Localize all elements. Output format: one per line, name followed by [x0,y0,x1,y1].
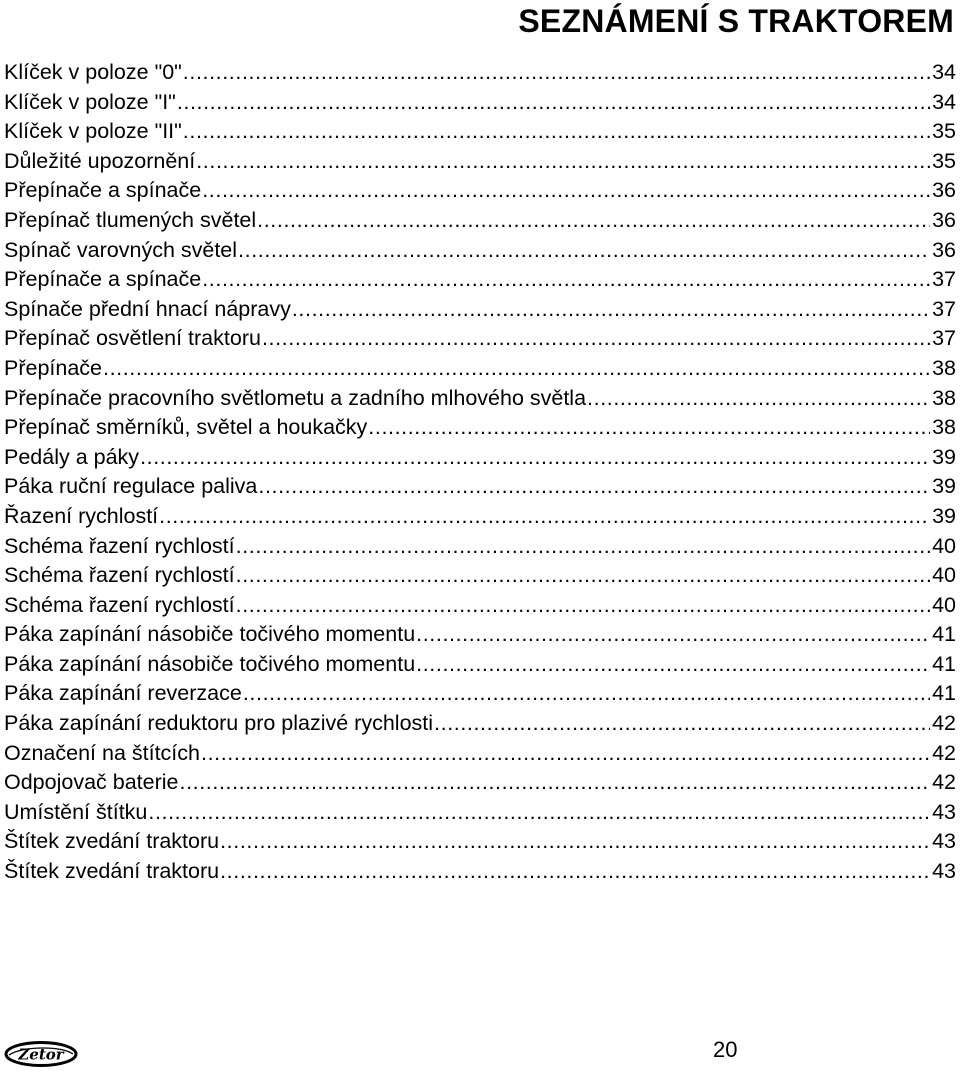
toc-item[interactable] [4,561,956,591]
toc-item-page: 37 [932,326,956,351]
toc-leader [238,236,930,266]
toc-item-title: Klíček v poloze "0" [4,60,182,84]
toc-item[interactable] [4,857,956,887]
toc-item-title: Přepínač směrníků, světel a houkačky [4,415,368,440]
toc-item[interactable] [4,679,956,709]
toc-leader [416,620,930,650]
toc-item-page: 38 [932,385,956,410]
toc-item[interactable] [4,88,956,118]
toc-item[interactable] [4,739,956,769]
toc-item[interactable] [4,472,956,502]
toc-item-page: 40 [932,592,956,617]
toc-item-page: 35 [932,119,956,144]
toc-item-title: Přepínač tlumených světel [4,207,257,232]
toc-item-page: 35 [932,148,956,173]
toc-leader [220,827,930,857]
toc-item-title: Klíček v poloze "II" [4,119,182,144]
toc-item-title: Schéma řazení rychlostí [4,533,235,558]
toc-item[interactable] [4,620,956,650]
toc-item-title: Přepínač osvětlení traktoru [4,326,261,351]
toc-item[interactable] [4,206,956,236]
toc-item-title: Řazení rychlostí [4,503,159,528]
toc-item[interactable] [4,650,956,680]
toc-item-page: 42 [932,740,956,765]
toc-leader [258,472,930,502]
toc-item-page: 42 [932,711,956,736]
toc-item-page: 36 [932,178,956,203]
toc-item[interactable] [4,354,956,384]
page-number: 20 [713,1037,738,1062]
toc-item-page: 41 [932,651,956,676]
toc-item-title: Páka zapínání násobiče točivého momentu [4,651,416,676]
toc-item-page: 39 [932,474,956,499]
toc-item-title: Spínač varovných světel [4,237,238,262]
logo-text: Zetor [18,1045,64,1064]
toc-leader [587,384,930,414]
toc-item-title: Označení na štítcích [4,740,200,765]
toc-item[interactable] [4,768,956,798]
toc-item[interactable] [4,265,956,295]
zetor-logo-icon [3,1036,79,1070]
toc-item[interactable] [4,443,956,473]
toc-leader [183,117,930,147]
toc-item[interactable] [4,532,956,562]
toc-item-page: 37 [932,296,956,321]
svg-text:Zetor [17,1046,64,1064]
toc-item[interactable] [4,58,956,88]
table-of-contents [4,58,956,887]
toc-leader [220,857,930,887]
toc-leader [257,206,930,236]
toc-leader [159,502,930,532]
toc-item-title: Spínače přední hnací nápravy [4,296,291,321]
toc-item-page: 36 [932,237,956,262]
toc-item-page: 41 [932,622,956,647]
toc-item[interactable] [4,324,956,354]
toc-item-title: Přepínače a spínače [4,267,202,292]
toc-item[interactable] [4,236,956,266]
toc-leader [148,798,930,828]
toc-item-page: 36 [932,207,956,232]
toc-item-title: Důležité upozornění [4,148,196,173]
toc-item-title: Štítek zvedání traktoru [4,829,220,854]
toc-item[interactable] [4,295,956,325]
toc-item-title: Umístění štítku [4,799,148,824]
toc-leader [201,739,930,769]
toc-item-page: 43 [932,859,956,884]
toc-leader [183,58,930,88]
toc-leader [177,88,930,118]
toc-leader [103,354,930,384]
toc-item-title: Páka ruční regulace paliva [4,474,258,499]
toc-leader [434,709,930,739]
toc-leader [180,768,931,798]
toc-item-title: Páka zapínání reverzace [4,681,242,706]
toc-item-page: 42 [932,770,956,795]
toc-item[interactable] [4,176,956,206]
toc-item-title: Pedály a páky [4,444,140,469]
toc-leader [236,532,930,562]
toc-leader [368,413,930,443]
toc-item-title: Páka zapínání násobiče točivého momentu [4,622,416,647]
page-title: SEZNÁMENÍ S TRAKTOREM [518,3,954,39]
toc-item[interactable] [4,502,956,532]
toc-item-page: 41 [932,681,956,706]
toc-item[interactable] [4,591,956,621]
toc-item[interactable] [4,147,956,177]
toc-leader [202,265,930,295]
toc-item-title: Páka zapínání reduktoru pro plazivé rychlosti [4,711,434,736]
toc-leader [140,443,930,473]
toc-item-page: 43 [932,799,956,824]
toc-item-page: 39 [932,503,956,528]
toc-item[interactable] [4,413,956,443]
toc-item-title: Schéma řazení rychlostí [4,563,235,588]
toc-item-title: Štítek zvedání traktoru [4,859,220,884]
toc-leader [416,650,930,680]
toc-item-page: 40 [932,533,956,558]
toc-item-title: Odpojovač baterie [4,770,179,795]
toc-leader [292,295,930,325]
toc-item-title: Přepínače a spínače [4,178,202,203]
toc-item-page: 34 [932,89,956,114]
toc-leader [243,679,930,709]
toc-item-title: Klíček v poloze "I" [4,89,176,114]
toc-item[interactable] [4,709,956,739]
toc-leader [236,561,930,591]
toc-item-page: 39 [932,444,956,469]
toc-item-title: Schéma řazení rychlostí [4,592,235,617]
toc-item-page: 38 [932,355,956,380]
toc-item-page: 40 [932,563,956,588]
toc-item-page: 43 [932,829,956,854]
toc-leader [202,176,930,206]
toc-item-title: Přepínače [4,355,103,380]
toc-item-page: 34 [932,60,956,84]
toc-item-page: 38 [932,415,956,440]
toc-item[interactable] [4,117,956,147]
toc-item[interactable] [4,384,956,414]
toc-item[interactable] [4,798,956,828]
toc-leader [262,324,930,354]
toc-leader [196,147,930,177]
toc-item[interactable] [4,827,956,857]
toc-leader [236,591,930,621]
toc-item-title: Přepínače pracovního světlometu a zadního mlhového světla [4,385,587,410]
toc-item-page: 37 [932,267,956,292]
